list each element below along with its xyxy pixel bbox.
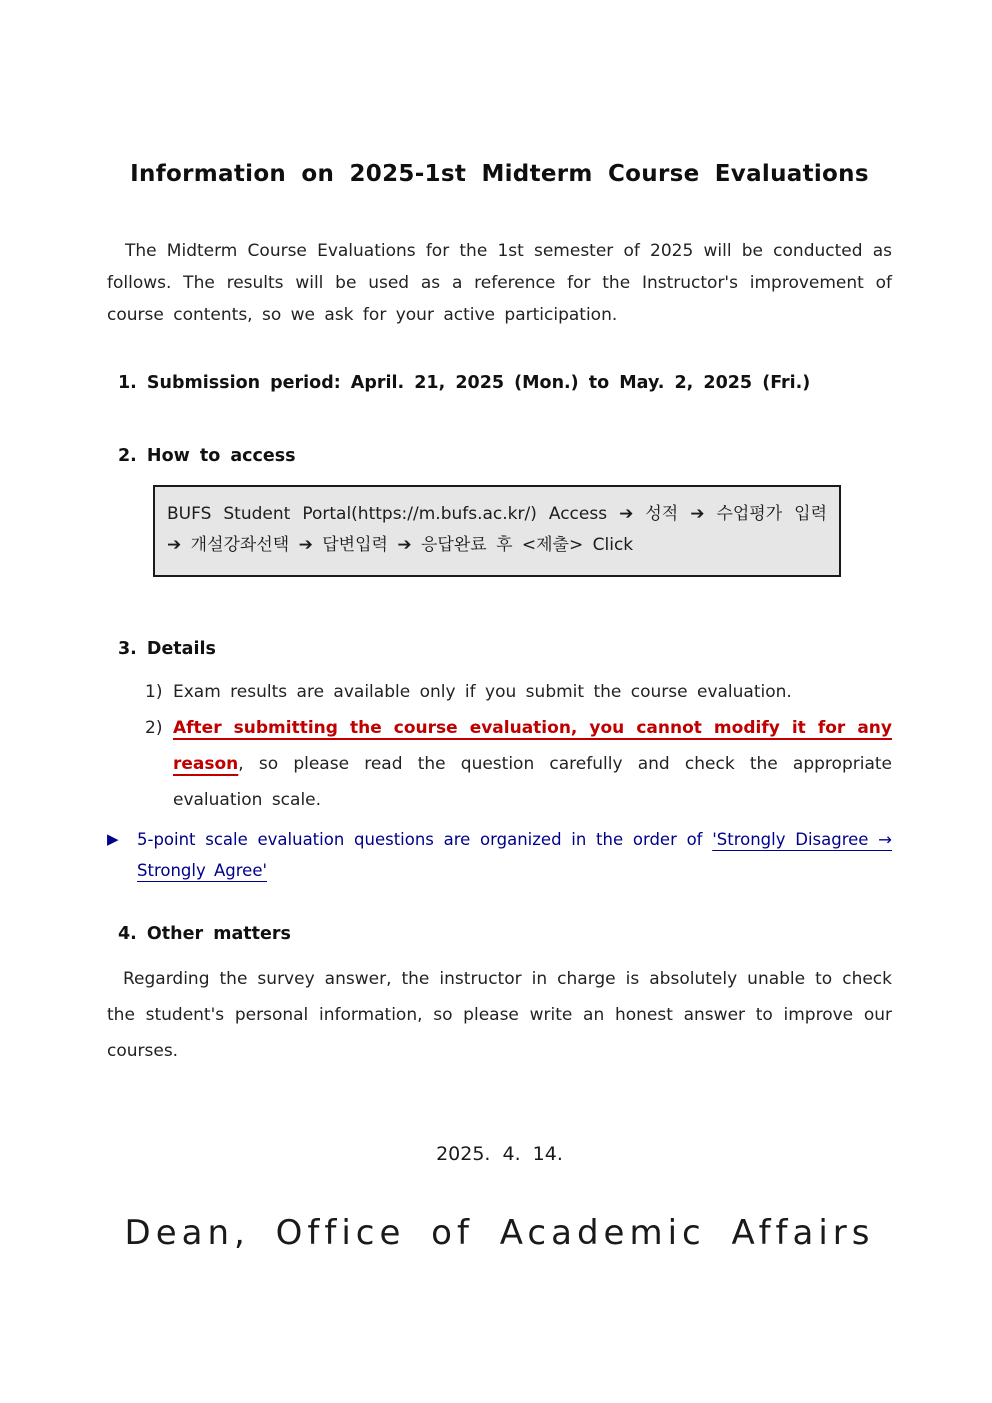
warning-rest-text: , so please read the question carefully and check the appropriate evaluation scale.	[173, 754, 892, 810]
other-matters-paragraph: Regarding the survey answer, the instructor in charge is absolutely unable to check the student's personal information, so please write an honest answer to improve our courses.	[107, 969, 892, 1061]
signature-line: Dean, Office of Academic Affairs	[124, 1213, 875, 1253]
list-item-text	[173, 674, 892, 710]
intro-paragraph: The Midterm Course Evaluations for the 1st semester of 2025 will be conducted as follows. The results will be used as a reference for the Instructor's improvement of course contents, so we ask for your active participation.	[107, 241, 892, 325]
triangle-bullet-icon: ▶	[107, 830, 119, 848]
note-text	[137, 824, 892, 886]
list-item-number: 2)	[145, 718, 163, 738]
document-date: 2025. 4. 14.	[436, 1143, 563, 1165]
list-item	[145, 710, 892, 818]
section-heading-how-to-access: 2. How to access	[118, 446, 296, 466]
access-path-text: BUFS Student Portal(https://m.bufs.ac.kr/) Access ➔ 성적 ➔ 수업평가 입력 ➔ 개설강좌선택 ➔ 답변입력 ➔ 응답완료 후 <제출> Click	[167, 504, 827, 555]
detail-item1-text: Exam results are available only if you submit the course evaluation.	[173, 682, 792, 702]
list-item-number: 1)	[145, 682, 163, 702]
section-heading-details: 3. Details	[118, 639, 216, 659]
note-underlined-text: 'Strongly Disagree → Strongly Agree'	[137, 830, 892, 880]
page-title: Information on 2025-1st Midterm Course Evaluations	[130, 161, 869, 187]
section-heading-other-matters: 4. Other matters	[118, 924, 291, 944]
note-lead-text: 5-point scale evaluation questions are organized in the order of	[137, 830, 713, 849]
warning-underlined-text: After submitting the course evaluation, you cannot modify it for any reason	[173, 718, 892, 774]
section-heading-submission-period: 1. Submission period: April. 21, 2025 (Mon.) to May. 2, 2025 (Fri.)	[118, 373, 811, 393]
list-item	[145, 674, 892, 710]
note-row	[107, 824, 892, 886]
list-item-text	[173, 710, 892, 818]
access-path-box	[153, 485, 841, 577]
details-list	[107, 674, 892, 818]
